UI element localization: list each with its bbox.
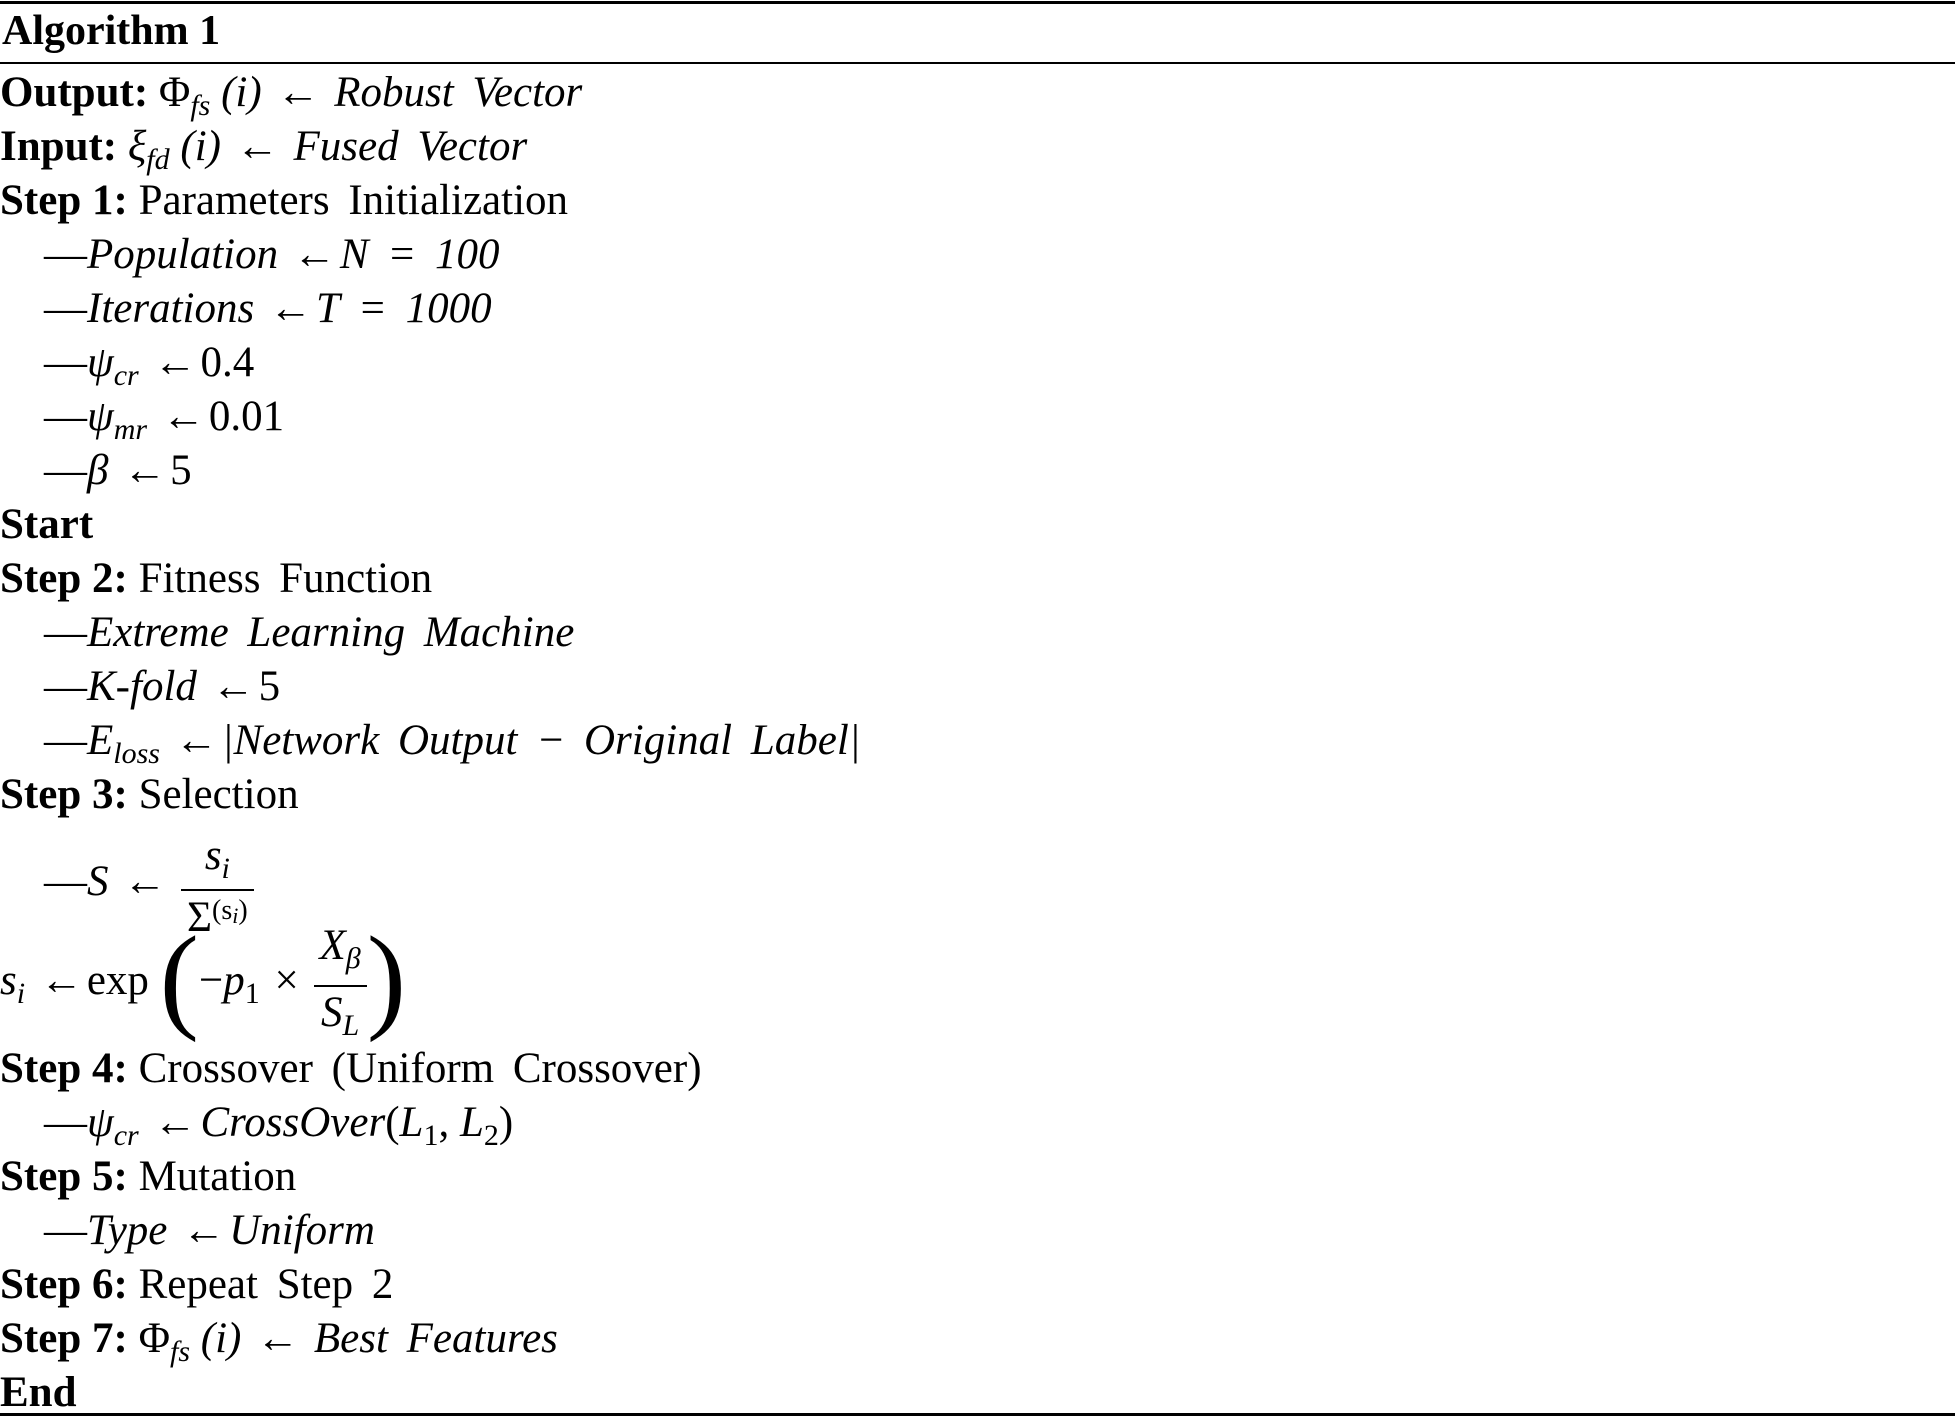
prob-minus: − bbox=[198, 957, 224, 1004]
param-arrow: ← bbox=[268, 285, 312, 332]
step7-arrow: ← bbox=[256, 1315, 300, 1362]
param-name: ψ bbox=[87, 339, 114, 386]
step3-label: Selection bbox=[138, 771, 299, 818]
output-line bbox=[0, 66, 582, 120]
output-arrow: ← bbox=[276, 69, 320, 116]
algorithm-title: Algorithm 1 bbox=[2, 8, 221, 54]
dash: — bbox=[44, 1099, 87, 1146]
dash: — bbox=[44, 393, 87, 440]
output-keyword: Output: bbox=[0, 69, 149, 116]
param-arrow: ← bbox=[153, 339, 197, 386]
param-beta bbox=[0, 444, 192, 498]
prob-paren-close: ) bbox=[366, 912, 407, 1044]
step6-keyword: Step 6: bbox=[0, 1261, 128, 1308]
step7-value: Best Features bbox=[313, 1315, 558, 1362]
input-line bbox=[0, 120, 527, 174]
paren-open: ( bbox=[385, 1099, 400, 1146]
fitness-subscript: loss bbox=[113, 737, 160, 770]
crossover-subscript: cr bbox=[113, 1119, 139, 1152]
param-name: ψ bbox=[87, 393, 114, 440]
dash: — bbox=[44, 339, 87, 386]
step6-line bbox=[0, 1258, 393, 1312]
header-rule bbox=[0, 62, 1955, 64]
fitness-value: 5 bbox=[258, 663, 281, 710]
step7-subscript: fs bbox=[170, 1335, 191, 1368]
probability-formula bbox=[0, 912, 407, 1046]
step4-keyword: Step 4: bbox=[0, 1045, 128, 1092]
step2-keyword: Step 2: bbox=[0, 555, 128, 602]
paren-close: ) bbox=[498, 1099, 514, 1146]
end-keyword: End bbox=[0, 1369, 77, 1416]
prob-fraction bbox=[314, 920, 367, 1052]
mutation-type bbox=[0, 1204, 375, 1258]
param-value: 0.4 bbox=[200, 339, 255, 386]
fitness-arrow: ← bbox=[174, 717, 218, 764]
dash: — bbox=[44, 857, 87, 905]
prob-times: × bbox=[274, 957, 299, 1004]
param-value: N = 100 bbox=[339, 231, 500, 278]
step7-line bbox=[0, 1312, 558, 1366]
param-value: T = 1000 bbox=[315, 285, 492, 332]
mutation-value: Uniform bbox=[229, 1207, 375, 1254]
fraction-denominator: $\Sigma^{(si)}$ bbox=[181, 889, 254, 938]
dash: — bbox=[44, 663, 87, 710]
fitness-name: E bbox=[87, 717, 114, 764]
input-keyword: Input: bbox=[0, 123, 118, 170]
output-subscript: fs bbox=[190, 89, 211, 122]
selection-arrow: ← bbox=[123, 857, 167, 905]
prob-p: p bbox=[223, 957, 245, 1004]
fitness-elm bbox=[0, 606, 574, 660]
prob-func: exp bbox=[86, 957, 149, 1004]
dash: — bbox=[44, 1207, 87, 1254]
step1-keyword: Step 1: bbox=[0, 177, 128, 224]
input-symbol: ξ bbox=[127, 123, 147, 170]
prob-paren-open: ( bbox=[159, 912, 199, 1044]
dash: — bbox=[44, 717, 87, 764]
arg-a-subscript: 1 bbox=[423, 1119, 439, 1152]
step1-label: Parameters Initialization bbox=[138, 177, 569, 224]
output-symbol: Φ bbox=[158, 69, 191, 116]
input-subscript: fd bbox=[146, 143, 170, 176]
param-arrow: ← bbox=[123, 447, 167, 494]
dash: — bbox=[44, 609, 87, 656]
top-rule bbox=[0, 1, 1955, 4]
dash: — bbox=[44, 285, 87, 332]
fitness-eloss bbox=[0, 714, 861, 768]
input-value: Fused Vector bbox=[293, 123, 528, 170]
crossover-name: ψ bbox=[87, 1099, 114, 1146]
step7-symbol: Φ bbox=[138, 1315, 170, 1362]
input-arg: (i) bbox=[180, 123, 221, 170]
crossover-func: CrossOver bbox=[200, 1099, 386, 1146]
param-population bbox=[0, 228, 500, 282]
step4-label: Crossover (Uniform Crossover) bbox=[138, 1045, 702, 1092]
step3-keyword: Step 3: bbox=[0, 771, 128, 818]
prob-lhs-subscript: i bbox=[16, 977, 26, 1010]
fitness-text: Extreme Learning Machine bbox=[87, 609, 575, 656]
step2-line bbox=[0, 552, 432, 606]
comma: , bbox=[438, 1099, 450, 1146]
param-iterations bbox=[0, 282, 492, 336]
fraction-numerator: $X_\beta$ bbox=[319, 922, 361, 976]
arg-b-subscript: 2 bbox=[483, 1119, 499, 1152]
prob-lhs: s bbox=[0, 957, 17, 1004]
crossover-arg-b: L bbox=[459, 1099, 484, 1146]
dash: — bbox=[44, 447, 87, 494]
param-arrow: ← bbox=[292, 231, 336, 278]
param-name: β bbox=[87, 447, 109, 494]
crossover-arrow: ← bbox=[153, 1099, 197, 1146]
fitness-value: |Network Output − Original Label| bbox=[221, 717, 861, 764]
step6-label: Repeat Step 2 bbox=[138, 1261, 394, 1308]
param-psi-cr bbox=[0, 336, 254, 390]
param-psi-mr bbox=[0, 390, 284, 444]
step2-label: Fitness Function bbox=[138, 555, 433, 602]
param-value: 0.01 bbox=[208, 393, 285, 440]
crossover-formula bbox=[0, 1096, 513, 1150]
mutation-arrow: ← bbox=[182, 1207, 226, 1254]
output-value: Robust Vector bbox=[334, 69, 583, 116]
prob-p-subscript: 1 bbox=[244, 977, 260, 1010]
crossover-arg-a: L bbox=[399, 1099, 424, 1146]
fitness-name: K-fold bbox=[87, 663, 197, 710]
step5-line bbox=[0, 1150, 296, 1204]
prob-arrow: ← bbox=[39, 957, 83, 1004]
selection-lhs: S bbox=[87, 857, 109, 905]
step4-line bbox=[0, 1042, 702, 1096]
input-arrow: ← bbox=[235, 123, 279, 170]
start-keyword: Start bbox=[0, 501, 94, 548]
selection-formula bbox=[0, 832, 254, 941]
step1-line bbox=[0, 174, 568, 228]
param-name: Iterations bbox=[87, 285, 255, 332]
param-arrow: ← bbox=[161, 393, 205, 440]
fraction-denominator: $S_L$ bbox=[314, 985, 367, 1052]
step5-label: Mutation bbox=[138, 1153, 297, 1200]
step3-line bbox=[0, 768, 299, 822]
fraction-numerator: $s_i$ bbox=[204, 832, 230, 885]
step7-arg: (i) bbox=[200, 1315, 242, 1362]
param-value: 5 bbox=[170, 447, 192, 494]
output-arg: (i) bbox=[221, 69, 262, 116]
mutation-name: Type bbox=[87, 1207, 168, 1254]
param-subscript: mr bbox=[113, 413, 148, 446]
step7-keyword: Step 7: bbox=[0, 1315, 128, 1362]
step5-keyword: Step 5: bbox=[0, 1153, 128, 1200]
param-subscript: cr bbox=[113, 359, 139, 392]
param-name: Population bbox=[87, 231, 279, 278]
fitness-arrow: ← bbox=[211, 663, 255, 710]
dash: — bbox=[44, 231, 87, 278]
fitness-kfold bbox=[0, 660, 280, 714]
